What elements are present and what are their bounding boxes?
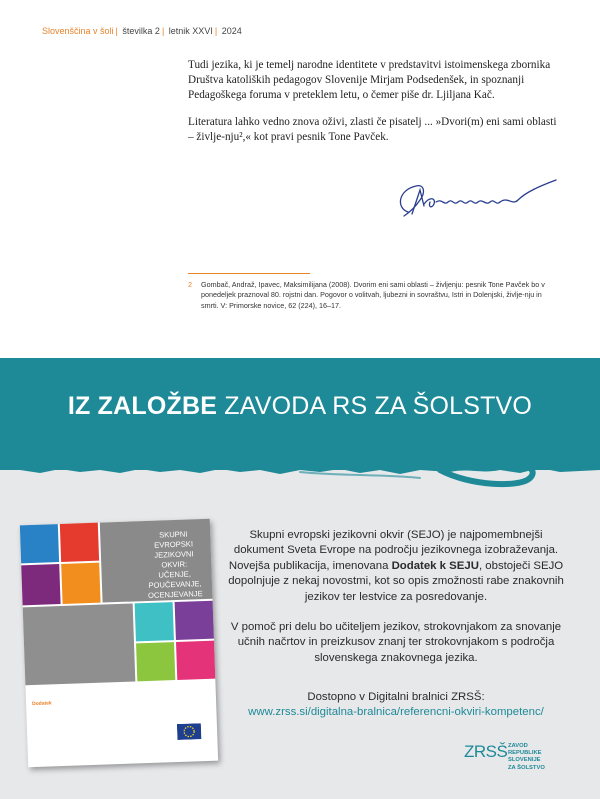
- banner-title: [0, 392, 600, 421]
- book-badge: Dodatek: [31, 700, 52, 708]
- promo-text: [226, 528, 566, 681]
- zrss-logo: [464, 740, 574, 770]
- banner-title-rest: ZAVODA RS ZA ŠOLSTVO: [224, 392, 533, 420]
- book-cover: [20, 519, 218, 767]
- banner-title-bold: IZ ZALOŽBE: [67, 392, 218, 420]
- digital-library-link[interactable]: www.zrss.si/digitalna-bralnica/referencni-okviri-kompetenc/: [248, 706, 544, 719]
- availability-label: Dostopno v Digitalni bralnici ZRSŠ:: [307, 691, 485, 703]
- brush-stroke: [0, 430, 600, 500]
- year: 2024: [221, 26, 242, 36]
- paragraph: Literatura lahko vedno znova oživi, zlasti če pisatelj ... »Dvori(m) eni sami oblasti – življe-nju²,« kot pravi pesnik Tone Pavček.: [188, 115, 557, 143]
- journal-name: Slovenščina v šoli: [42, 26, 114, 36]
- body-text: [188, 58, 560, 156]
- paragraph: Tudi jezika, ki je temelj narodne identitete v predstavitvi istoimenskega zbornika Društva katoliških pedagogov Slovenije Mirjam Podsedenšek, in spoznanji Pedagoškega foruma v preteklem letu, o čemer piše dr. Ljiljana Kač.: [188, 59, 551, 102]
- promo-paragraph: Skupni evropski jezikovni okvir (SEJO) je najpomembnejši dokument Sveta Evrope na področju jezikovnega izobraževanja. Novejša publikacija, imenovana Dodatek k SEJU, obstoječi SEJO dopolnjuje z nekaj novostmi, kot so opis zmožnosti rabe znakovnih jezikov ter lestvice za posredovanje.: [228, 529, 564, 603]
- council-of-europe-icon: [177, 723, 202, 740]
- availability: [226, 690, 566, 721]
- signature: [390, 176, 560, 226]
- volume-number: letnik XXVI: [168, 26, 213, 36]
- footnote-number: 2: [188, 280, 192, 289]
- promo-paragraph: V pomoč pri delu bo učiteljem jezikov, strokovnjakom za snovanje učnih načrtov in preizkusov znanj ter strokovnjakom s področja slovenskega znakovnega jezika.: [230, 621, 562, 664]
- publication-name: Dodatek k SEJU: [391, 559, 479, 572]
- footnote-text: Gombač, Andraž, Ipavec, Maksimilijana (2008). Dvorim eni sami oblasti – življenju: pesnik Tone Pavček bo v ponedeljek praznoval 80. rojstni dan. Pogovor o volitvah, ljubezni in sovraštvu, Istri in Dolenjski, življe-nju in smrti. V: Primorske novice, 62 (224), 16–17.: [201, 280, 545, 310]
- issue-number: številka 2: [122, 26, 160, 36]
- running-header: Slovenščina v šoli | številka 2 | letnik XXVI | 2024: [42, 26, 242, 36]
- footnote-rule: [188, 273, 310, 274]
- logo-text: ZAVOD REPUBLIKE SLOVENIJE ZA ŠOLSTVO: [508, 743, 545, 771]
- logo-mark: ZRSŠ: [464, 742, 508, 761]
- book-title: SKUPNI EVROPSKI JEZIKOVNI OKVIR: UČENJE, POUČEVANJE, OCENJEVANJE: [147, 529, 203, 600]
- footnote: [188, 280, 560, 311]
